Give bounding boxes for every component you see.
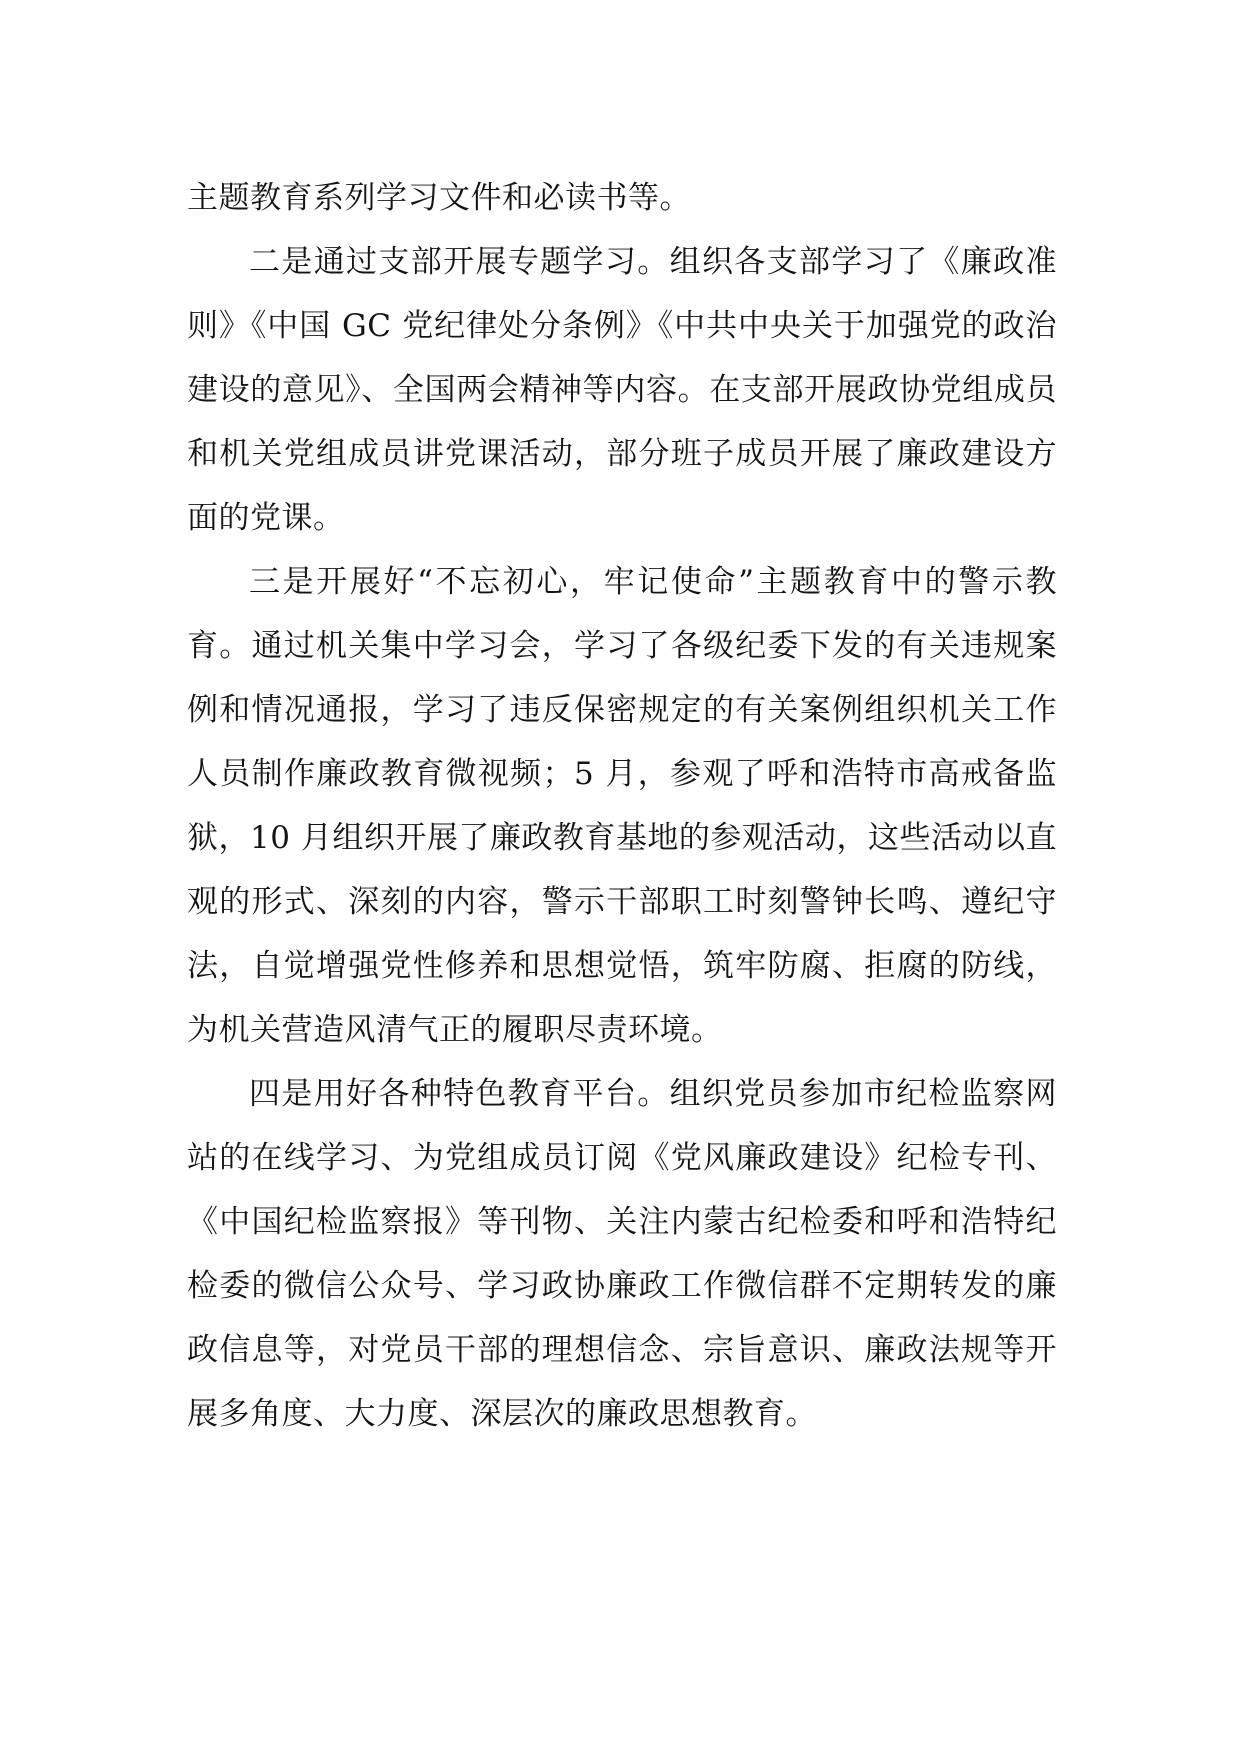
paragraph-branch-study: 二是通过支部开展专题学习。组织各支部学习了《廉政准则》《中国 GC 党纪律处分条例》《中共中央关于加强党的政治建设的意见》、全国两会精神等内容。在支部开展政协党组成员和机关党组成员讲党课活动，部分班子成员开展了廉政建设方面的党课。 (187, 244, 1057, 536)
document-body (187, 166, 1057, 1446)
paragraph-education-platforms: 四是用好各种特色教育平台。组织党员参加市纪检监察网站的在线学习、为党组成员订阅《党风廉政建设》纪检专刊、《中国纪检监察报》等刊物、关注内蒙古纪检委和呼和浩特纪检委的微信公众号、学习政协廉政工作微信群不定期转发的廉政信息等，对党员干部的理想信念、宗旨意识、廉政法规等开展多角度、大力度、深层次的廉政思想教育。 (187, 1076, 1057, 1432)
paragraph-warning-education: 三是开展好“不忘初心，牢记使命”主题教育中的警示教育。通过机关集中学习会，学习了各级纪委下发的有关违规案例和情况通报，学习了违反保密规定的有关案例组织机关工作人员制作廉政教育微视频；5 月，参观了呼和浩特市高戒备监狱，10 月组织开展了廉政教育基地的参观活动，这些活动以直观的形式、深刻的内容，警示干部职工时刻警钟长鸣、遵纪守法，自觉增强党性修养和思想觉悟，筑牢防腐、拒腐的防线，为机关营造风清气正的履职尽责环境。 (187, 564, 1057, 1048)
paragraph-continuation: 主题教育系列学习文件和必读书等。 (187, 180, 691, 216)
